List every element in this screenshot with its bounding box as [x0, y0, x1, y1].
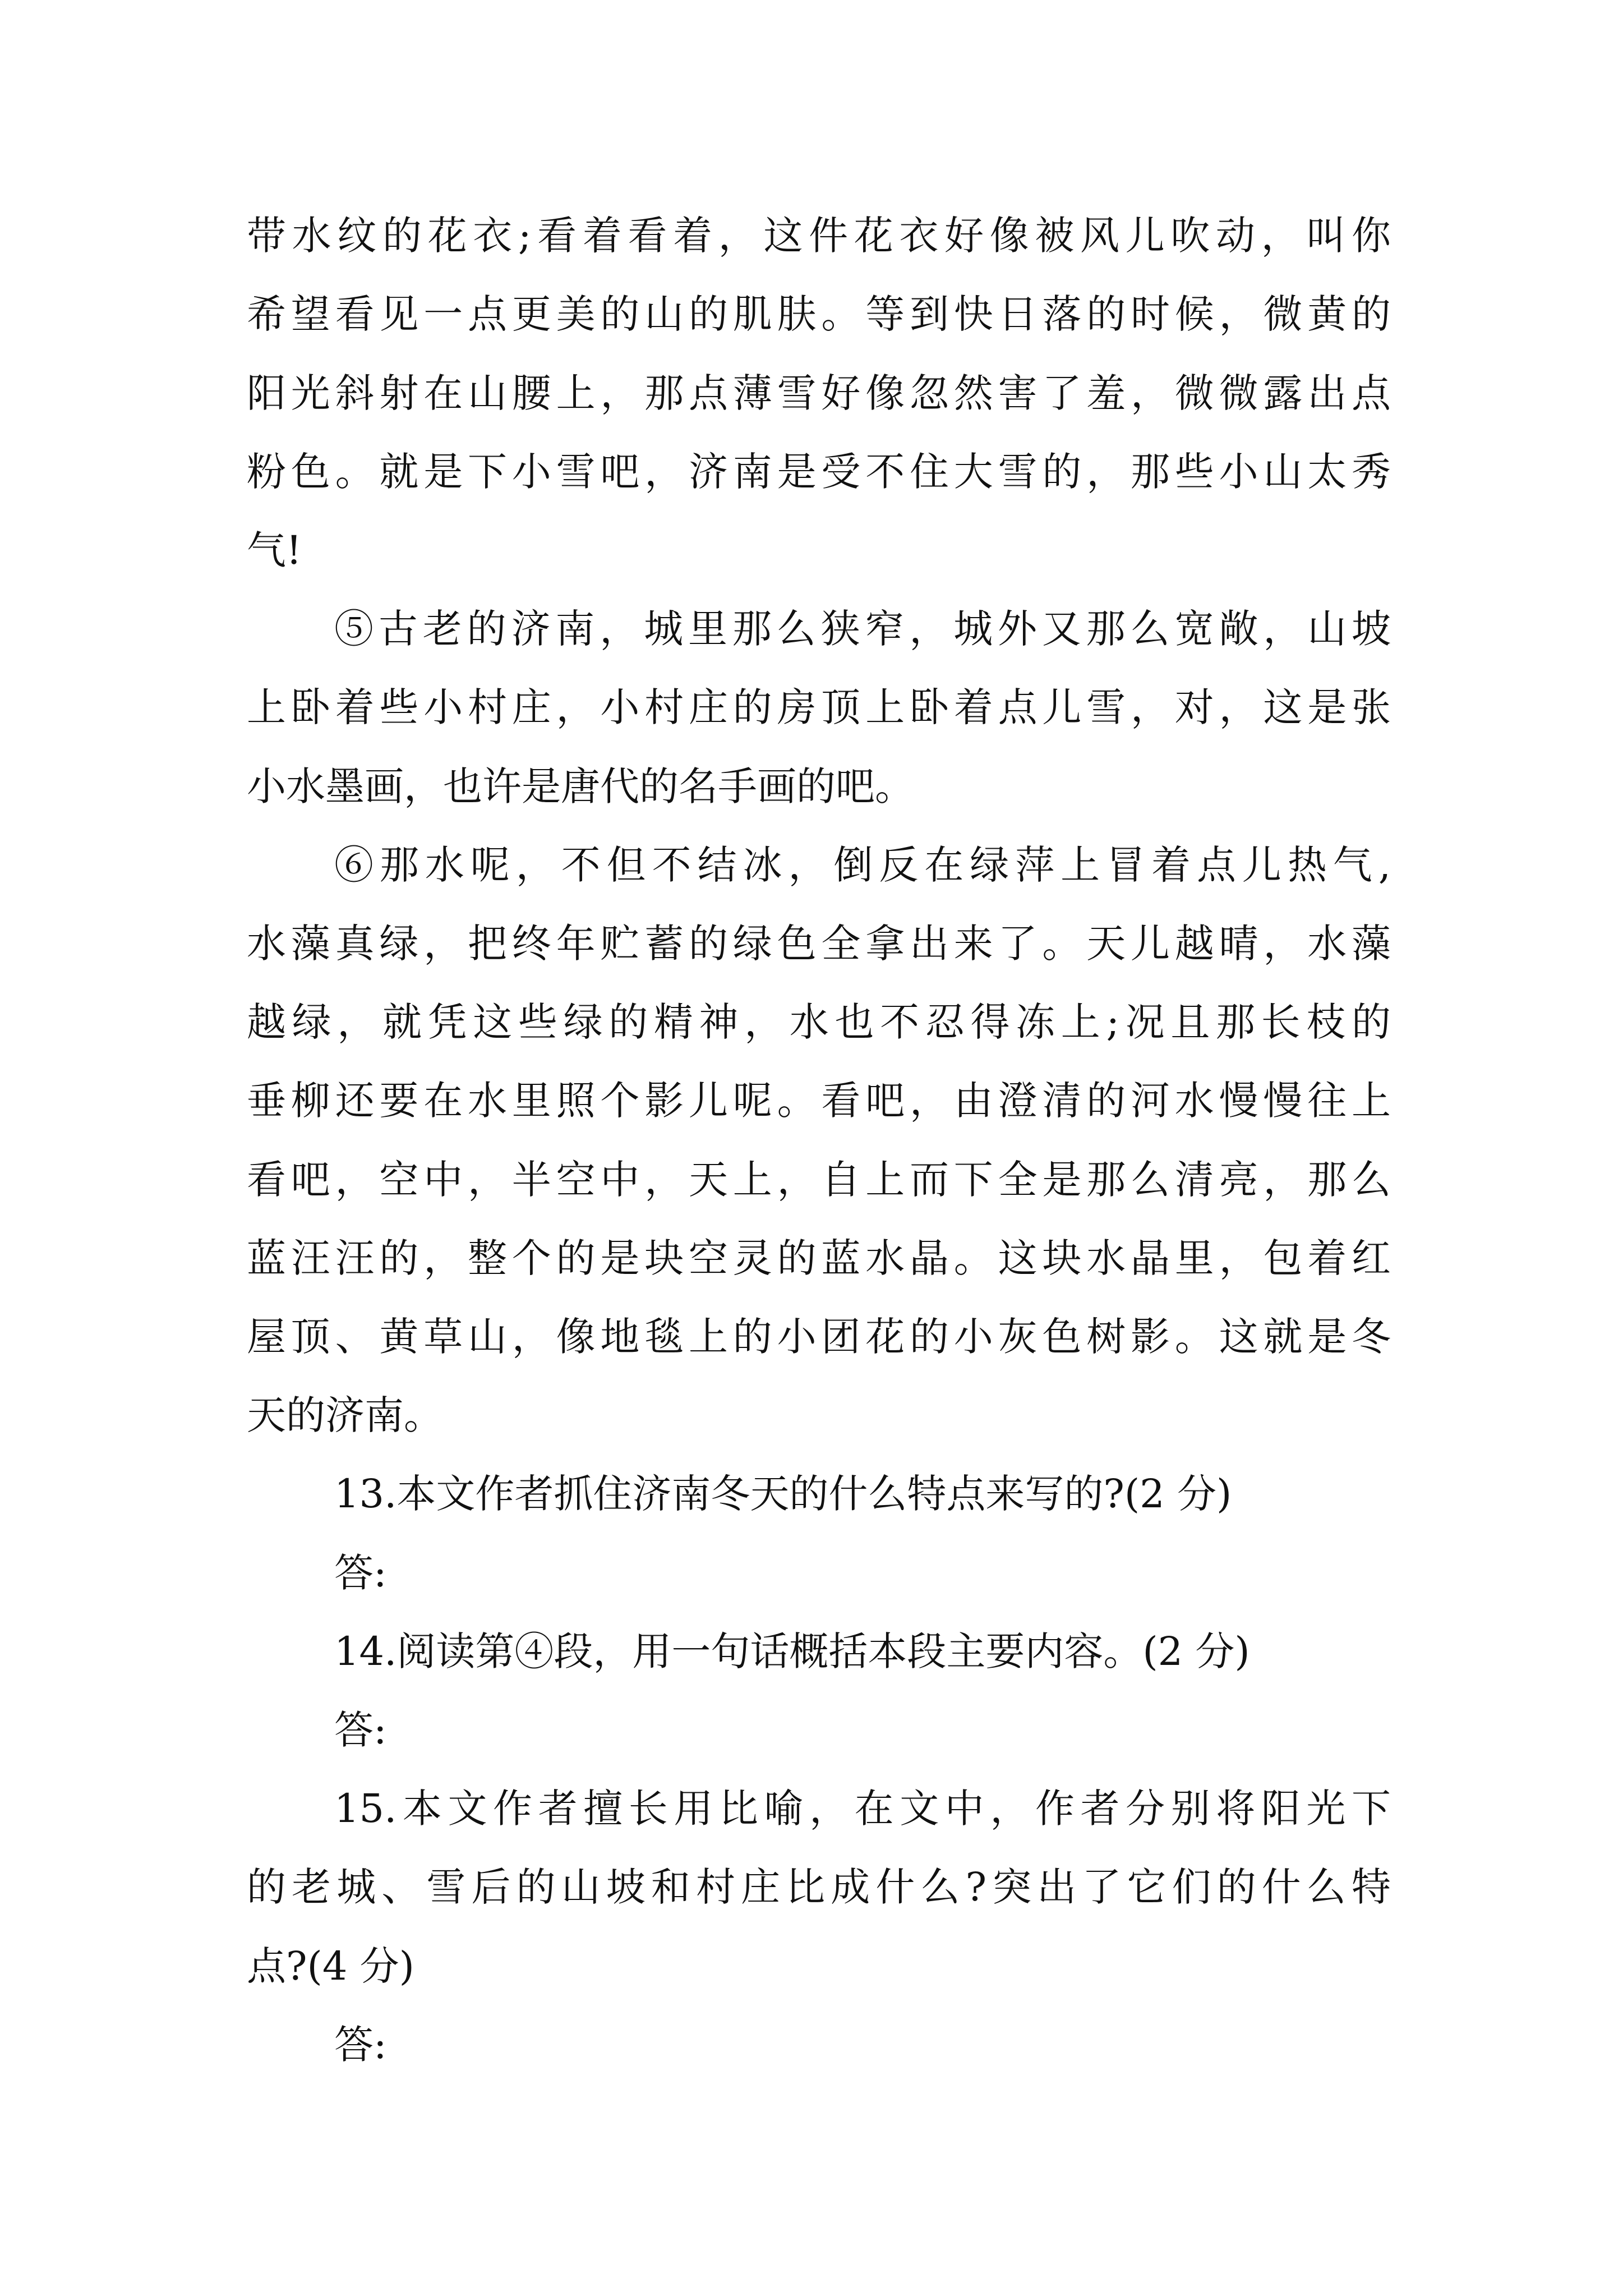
paragraph-5-start: ⑤古老的济南，城里那么狭窄，城外又那么宽敞，山坡 — [334, 606, 1391, 652]
question-15-points: 点?(4 分) — [247, 1943, 414, 1989]
text-line: 屋顶、黄草山，像地毯上的小团花的小灰色树影。这就是冬 — [247, 1314, 1391, 1360]
question-14: 14.阅读第④段，用一句话概括本段主要内容。(2 分) — [334, 1628, 1250, 1674]
question-15-continued: 的老城、雪后的山坡和村庄比成什么?突出了它们的什么特 — [247, 1864, 1391, 1910]
text-line: 垂柳还要在水里照个影儿呢。看吧，由澄清的河水慢慢往上 — [247, 1078, 1391, 1124]
text-line: 气! — [247, 527, 302, 573]
text-line: 小水墨画，也许是唐代的名手画的吧。 — [247, 763, 914, 809]
paragraph-6-start: ⑥那水呢，不但不结冰，倒反在绿萍上冒着点儿热气, — [334, 842, 1391, 888]
text-line: 天的济南。 — [247, 1392, 443, 1438]
text-line: 上卧着些小村庄，小村庄的房顶上卧着点儿雪，对，这是张 — [247, 684, 1391, 730]
text-line: 粉色。就是下小雪吧，济南是受不住大雪的，那些小山太秀 — [247, 449, 1391, 495]
text-line: 越绿，就凭这些绿的精神，水也不忍得冻上;况且那长枝的 — [247, 999, 1391, 1045]
text-line: 带水纹的花衣;看着看着，这件花衣好像被风儿吹动，叫你 — [247, 213, 1391, 259]
answer-label: 答: — [334, 1550, 387, 1596]
text-line: 阳光斜射在山腰上，那点薄雪好像忽然害了羞，微微露出点 — [247, 370, 1391, 416]
text-line: 希望看见一点更美的山的肌肤。等到快日落的时候，微黄的 — [247, 291, 1391, 337]
answer-label: 答: — [334, 1707, 387, 1753]
question-13: 13.本文作者抓住济南冬天的什么特点来写的?(2 分) — [334, 1471, 1232, 1517]
text-line: 看吧，空中，半空中，天上，自上而下全是那么清亮，那么 — [247, 1157, 1391, 1203]
answer-label: 答: — [334, 2022, 387, 2068]
question-15: 15.本文作者擅长用比喻，在文中，作者分别将阳光下 — [334, 1786, 1391, 1832]
text-line: 蓝汪汪的，整个的是块空灵的蓝水晶。这块水晶里，包着红 — [247, 1235, 1391, 1281]
text-line: 水藻真绿，把终年贮蓄的绿色全拿出来了。天儿越晴，水藻 — [247, 921, 1391, 967]
